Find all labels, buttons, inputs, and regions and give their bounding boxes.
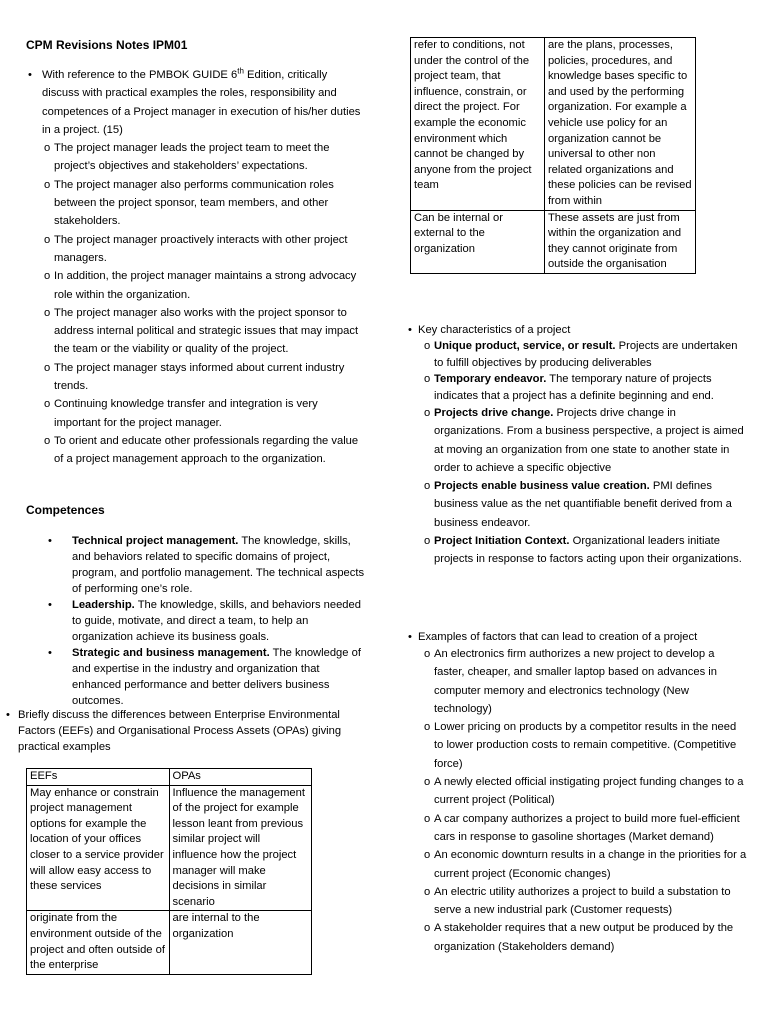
question-eef-opa: • Briefly discuss the differences between Enterprise Environmental Factors (EEFs) and Organisational Process Assets (OPAs) giving practical examples — [6, 709, 342, 753]
table-row — [27, 911, 312, 974]
list-item: o Temporary endeavor. The temporary nature of projects indicates that a project has a definite beginning and end. — [424, 373, 714, 402]
list-item: o Continuing knowledge transfer and integration is very important for the project manager. — [44, 398, 318, 429]
competences-list — [48, 533, 366, 709]
list-item: o A car company authorizes a project to build more fuel-efficient cars in response to gasoline shortages (Market demand) — [424, 812, 740, 843]
table-header: OPAs — [169, 769, 312, 786]
list-item: o In addition, the project manager maintains a strong advocacy role within the organization. — [44, 270, 357, 301]
list-item: o Lower pricing on products by a competitor results in the need to lower production costs to remain competitive. (Competitive force) — [424, 721, 737, 770]
project-factors — [408, 629, 748, 956]
list-item: o The project manager stays informed about current industry trends. — [44, 361, 345, 393]
list-item: o An electronics firm authorizes a new project to develop a faster, cheaper, and smaller laptop based on advances in computer memory and electronics technology (New technology) — [424, 648, 717, 715]
table-cell: May enhance or constrain project management options for example the location of your offices closer to a service provider will allow easy access to these services — [27, 785, 170, 911]
table-cell: originate from the environment outside of the project and often outside of the enterprise — [27, 911, 170, 974]
list-item: o Project Initiation Context. Organizational leaders initiate projects in response to factors acting upon their organizations. — [424, 535, 742, 566]
bullet-icon: • — [28, 69, 32, 81]
table-header-row — [27, 769, 312, 786]
table-cell: refer to conditions, not under the control of the project team, that influence, constrain, or direct the project. For example the economic environment which cannot be changed by anyone from the project team — [411, 38, 545, 211]
key-characteristics — [408, 322, 748, 569]
table-row — [27, 785, 312, 911]
list-item: • Technical project management. The knowledge, skills, and behaviors related to specific domains of project, program, and portfolio management. The technical aspects of performing one’s role. — [48, 535, 365, 595]
list-item: o A stakeholder requires that a new output be produced by the organization (Stakeholders demand) — [424, 922, 734, 953]
list-item: o To orient and educate other professionals regarding the value of a project management approach to the organization. — [44, 434, 359, 466]
list-item: o The project manager also works with the project sponsor to address internal political and strategic issues that may impact the team or the viability or quality of the project. — [44, 306, 359, 356]
project-factors-heading: • Examples of factors that can lead to creation of a project — [408, 631, 698, 643]
competences-heading: Competences — [26, 503, 105, 517]
table-cell: Influence the management of the project for example lesson leant from previous similar project will influence how the project manager will make decisions in similar scenario — [169, 785, 312, 911]
list-item: o Unique product, service, or result. Projects are undertaken to fulfill objectives by producing deliverables — [424, 340, 738, 369]
table-cell: are internal to the organization — [169, 911, 312, 974]
table-cell: are the plans, processes, policies, procedures, and knowledge bases specific to and used by the performing organization. For example a vehicle use policy for an organization cannot be universal to other non related organizations and these policies can be revised from within — [544, 38, 695, 211]
list-item: • Leadership. The knowledge, skills, and behaviors needed to guide, motivate, and direct a team, to help an organization achieve its business goals. — [48, 599, 361, 643]
list-item: o An economic downturn results in a change in the priorities for a current project (Economic changes) — [424, 849, 747, 880]
key-characteristics-heading: • Key characteristics of a project — [408, 324, 571, 336]
table-row — [411, 210, 696, 273]
table-cell: Can be internal or external to the organization — [411, 210, 545, 273]
table-cell: These assets are just from within the organization and they cannot originate from outside the organisation — [544, 210, 695, 273]
page-title: CPM Revisions Notes IPM01 — [26, 38, 188, 52]
table-row — [411, 38, 696, 211]
list-item: • Strategic and business management. The knowledge of and expertise in the industry and organization that enhanced performance and better delivers business outcomes. — [48, 647, 361, 707]
table-header: EEFs — [27, 769, 170, 786]
eef-opa-table-continued — [410, 37, 696, 274]
list-item: o Projects drive change. Projects drive change in organizations. From a business perspective, a project is aimed at moving an organization from one state to another state in order to achieve a specific objective — [424, 407, 744, 474]
eef-opa-table — [26, 768, 312, 975]
question-roles — [26, 66, 366, 469]
list-item: o A newly elected official instigating project funding changes to a current project (Political) — [424, 776, 744, 807]
list-item: o The project manager leads the project team to meet the project’s objectives and stakeholders’ expectations. — [44, 142, 330, 173]
list-item: o Projects enable business value creation. PMI defines business value as the net quantifiable benefit derived from a business endeavor. — [424, 480, 732, 529]
question-roles-text: • With reference to the PMBOK GUIDE 6th Edition, critically discuss with practical examples the roles, responsibility and competences of a Project manager in execution of his/her duties in a project. (15) — [28, 66, 361, 136]
list-item: o The project manager also performs communication roles between the project sponsor, team members, and other stakeholders. — [44, 178, 334, 228]
list-item: o An electric utility authorizes a project to build a substation to serve a new industrial park (Customer requests) — [424, 885, 731, 917]
list-item: o The project manager proactively interacts with other project managers. — [44, 233, 348, 264]
